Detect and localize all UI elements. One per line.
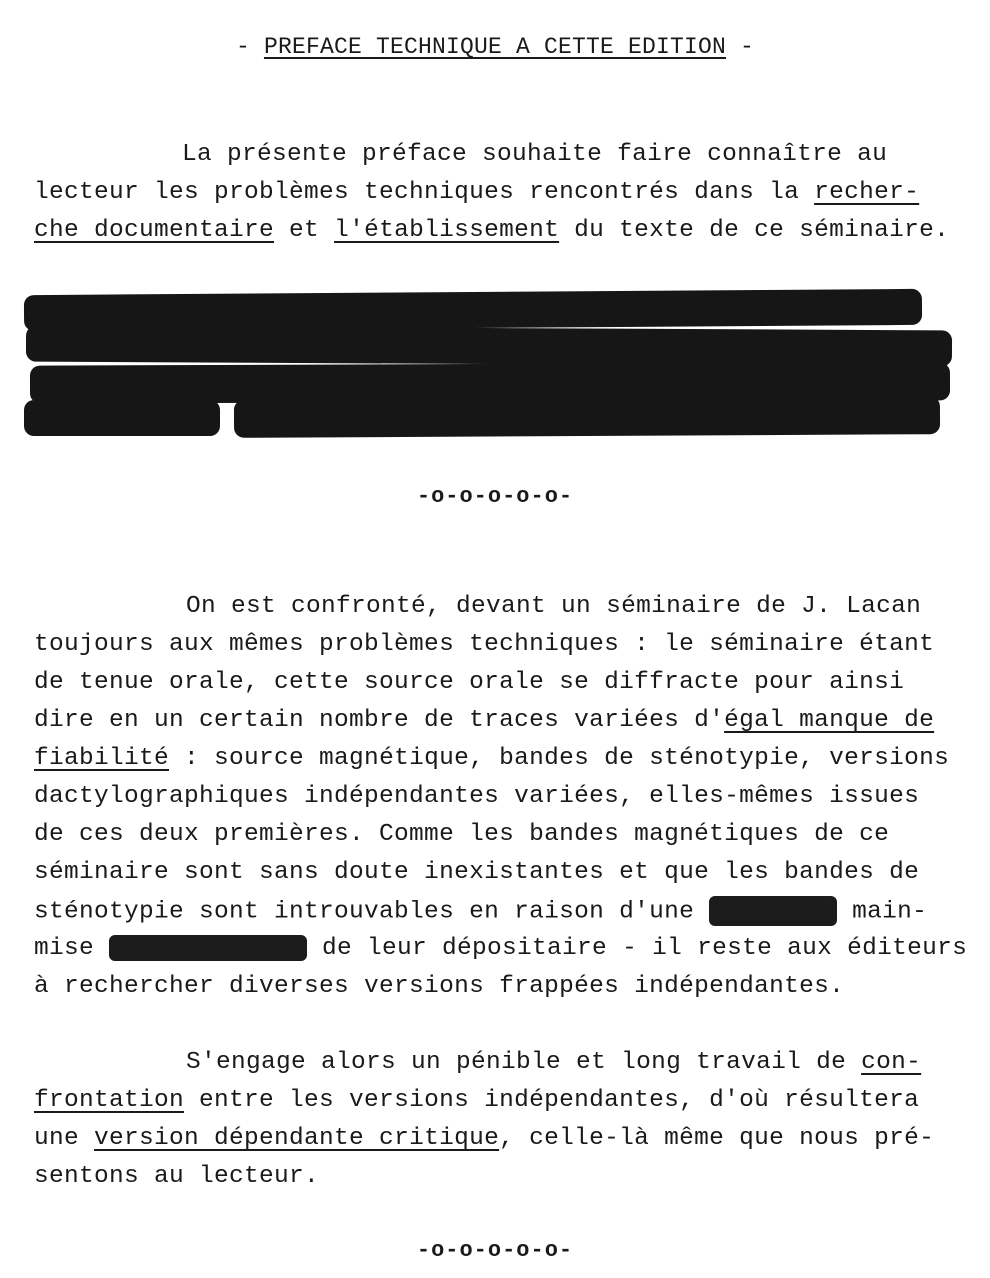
title-suffix: - <box>726 34 755 60</box>
para2-line-7: de ces deux premières. Comme les bandes magnétiques de ce <box>34 821 890 848</box>
para3-underlined-version-critique: version dépendante critique <box>94 1125 500 1152</box>
para2-line-10 <box>34 934 967 964</box>
para2-line-4 <box>34 706 934 736</box>
redaction-inline <box>709 896 837 926</box>
para2-underlined-fiabilite: fiabilité <box>34 745 170 772</box>
para3-line-3-tail: , celle-là même que nous pré- <box>499 1125 935 1152</box>
para2-line-8: séminaire sont sans doute inexistantes et que les bandes de <box>34 859 920 886</box>
para1-line-3-tail: du texte de ce séminaire. <box>559 217 950 244</box>
para2-underlined-egal-manque: égal manque de <box>724 707 935 734</box>
para1-line-2-text: lecteur les problèmes techniques rencontrés dans la <box>34 179 815 206</box>
para2-line-9 <box>34 896 927 927</box>
para2-line-10-tail: de leur dépositaire - il reste aux éditeurs <box>307 935 968 962</box>
title-text: PREFACE TECHNIQUE A CETTE EDITION <box>263 34 727 60</box>
para3-line-2-text: entre les versions indépendantes, d'où résultera <box>184 1087 920 1114</box>
para1-line-3-et: et <box>274 217 335 244</box>
para2-line-11: à rechercher diverses versions frappées indépendantes. <box>34 973 845 1000</box>
para3-line-1-text: S'engage alors un pénible et long travail de <box>186 1049 862 1076</box>
para2-line-6: dactylographiques indépendantes variées, elles-mêmes issues <box>34 783 920 810</box>
para1-line-3 <box>34 216 949 246</box>
para2-line-5 <box>34 744 949 774</box>
para2-line-5-text: : source magnétique, bandes de sténotypie, versions <box>169 745 950 772</box>
redaction-bar <box>24 400 220 436</box>
para3-underlined-con: con- <box>861 1049 922 1076</box>
para1-line-1: La présente préface souhaite faire connaître au <box>182 141 888 168</box>
para1-underlined-etablissement: l'établissement <box>334 217 560 244</box>
separator: -o-o-o-o-o- <box>416 484 574 509</box>
para1-line-2 <box>34 178 919 208</box>
para2-line-9-tail: main- <box>837 898 928 926</box>
redaction-bar <box>26 326 952 367</box>
para2-line-9-text: sténotypie sont introuvables en raison d'une <box>34 898 710 926</box>
title-prefix: - <box>235 34 264 60</box>
para3-line-4: sentons au lecteur. <box>34 1163 320 1190</box>
page-title <box>0 34 990 60</box>
para2-line-2: toujours aux mêmes problèmes techniques : le séminaire étant <box>34 631 935 658</box>
para3-line-3 <box>34 1124 934 1154</box>
para3-underlined-frontation: frontation <box>34 1087 185 1114</box>
redaction-bar <box>234 396 940 438</box>
para3-line-1 <box>186 1048 921 1078</box>
redaction-bar <box>24 289 922 331</box>
para1-underlined-recher: recher- <box>814 179 920 206</box>
para2-line-1: On est confronté, devant un séminaire de J. Lacan <box>186 593 922 620</box>
separator: -o-o-o-o-o- <box>416 1238 574 1263</box>
redaction-inline <box>109 935 307 961</box>
para3-line-3-une: une <box>34 1125 95 1152</box>
para2-line-3: de tenue orale, cette source orale se diffracte pour ainsi <box>34 669 905 696</box>
para3-line-2 <box>34 1086 919 1116</box>
para1-underlined-documentaire: che documentaire <box>34 217 275 244</box>
para2-line-4-text: dire en un certain nombre de traces variées d' <box>34 707 725 734</box>
para2-line-10-text: mise <box>34 935 110 962</box>
